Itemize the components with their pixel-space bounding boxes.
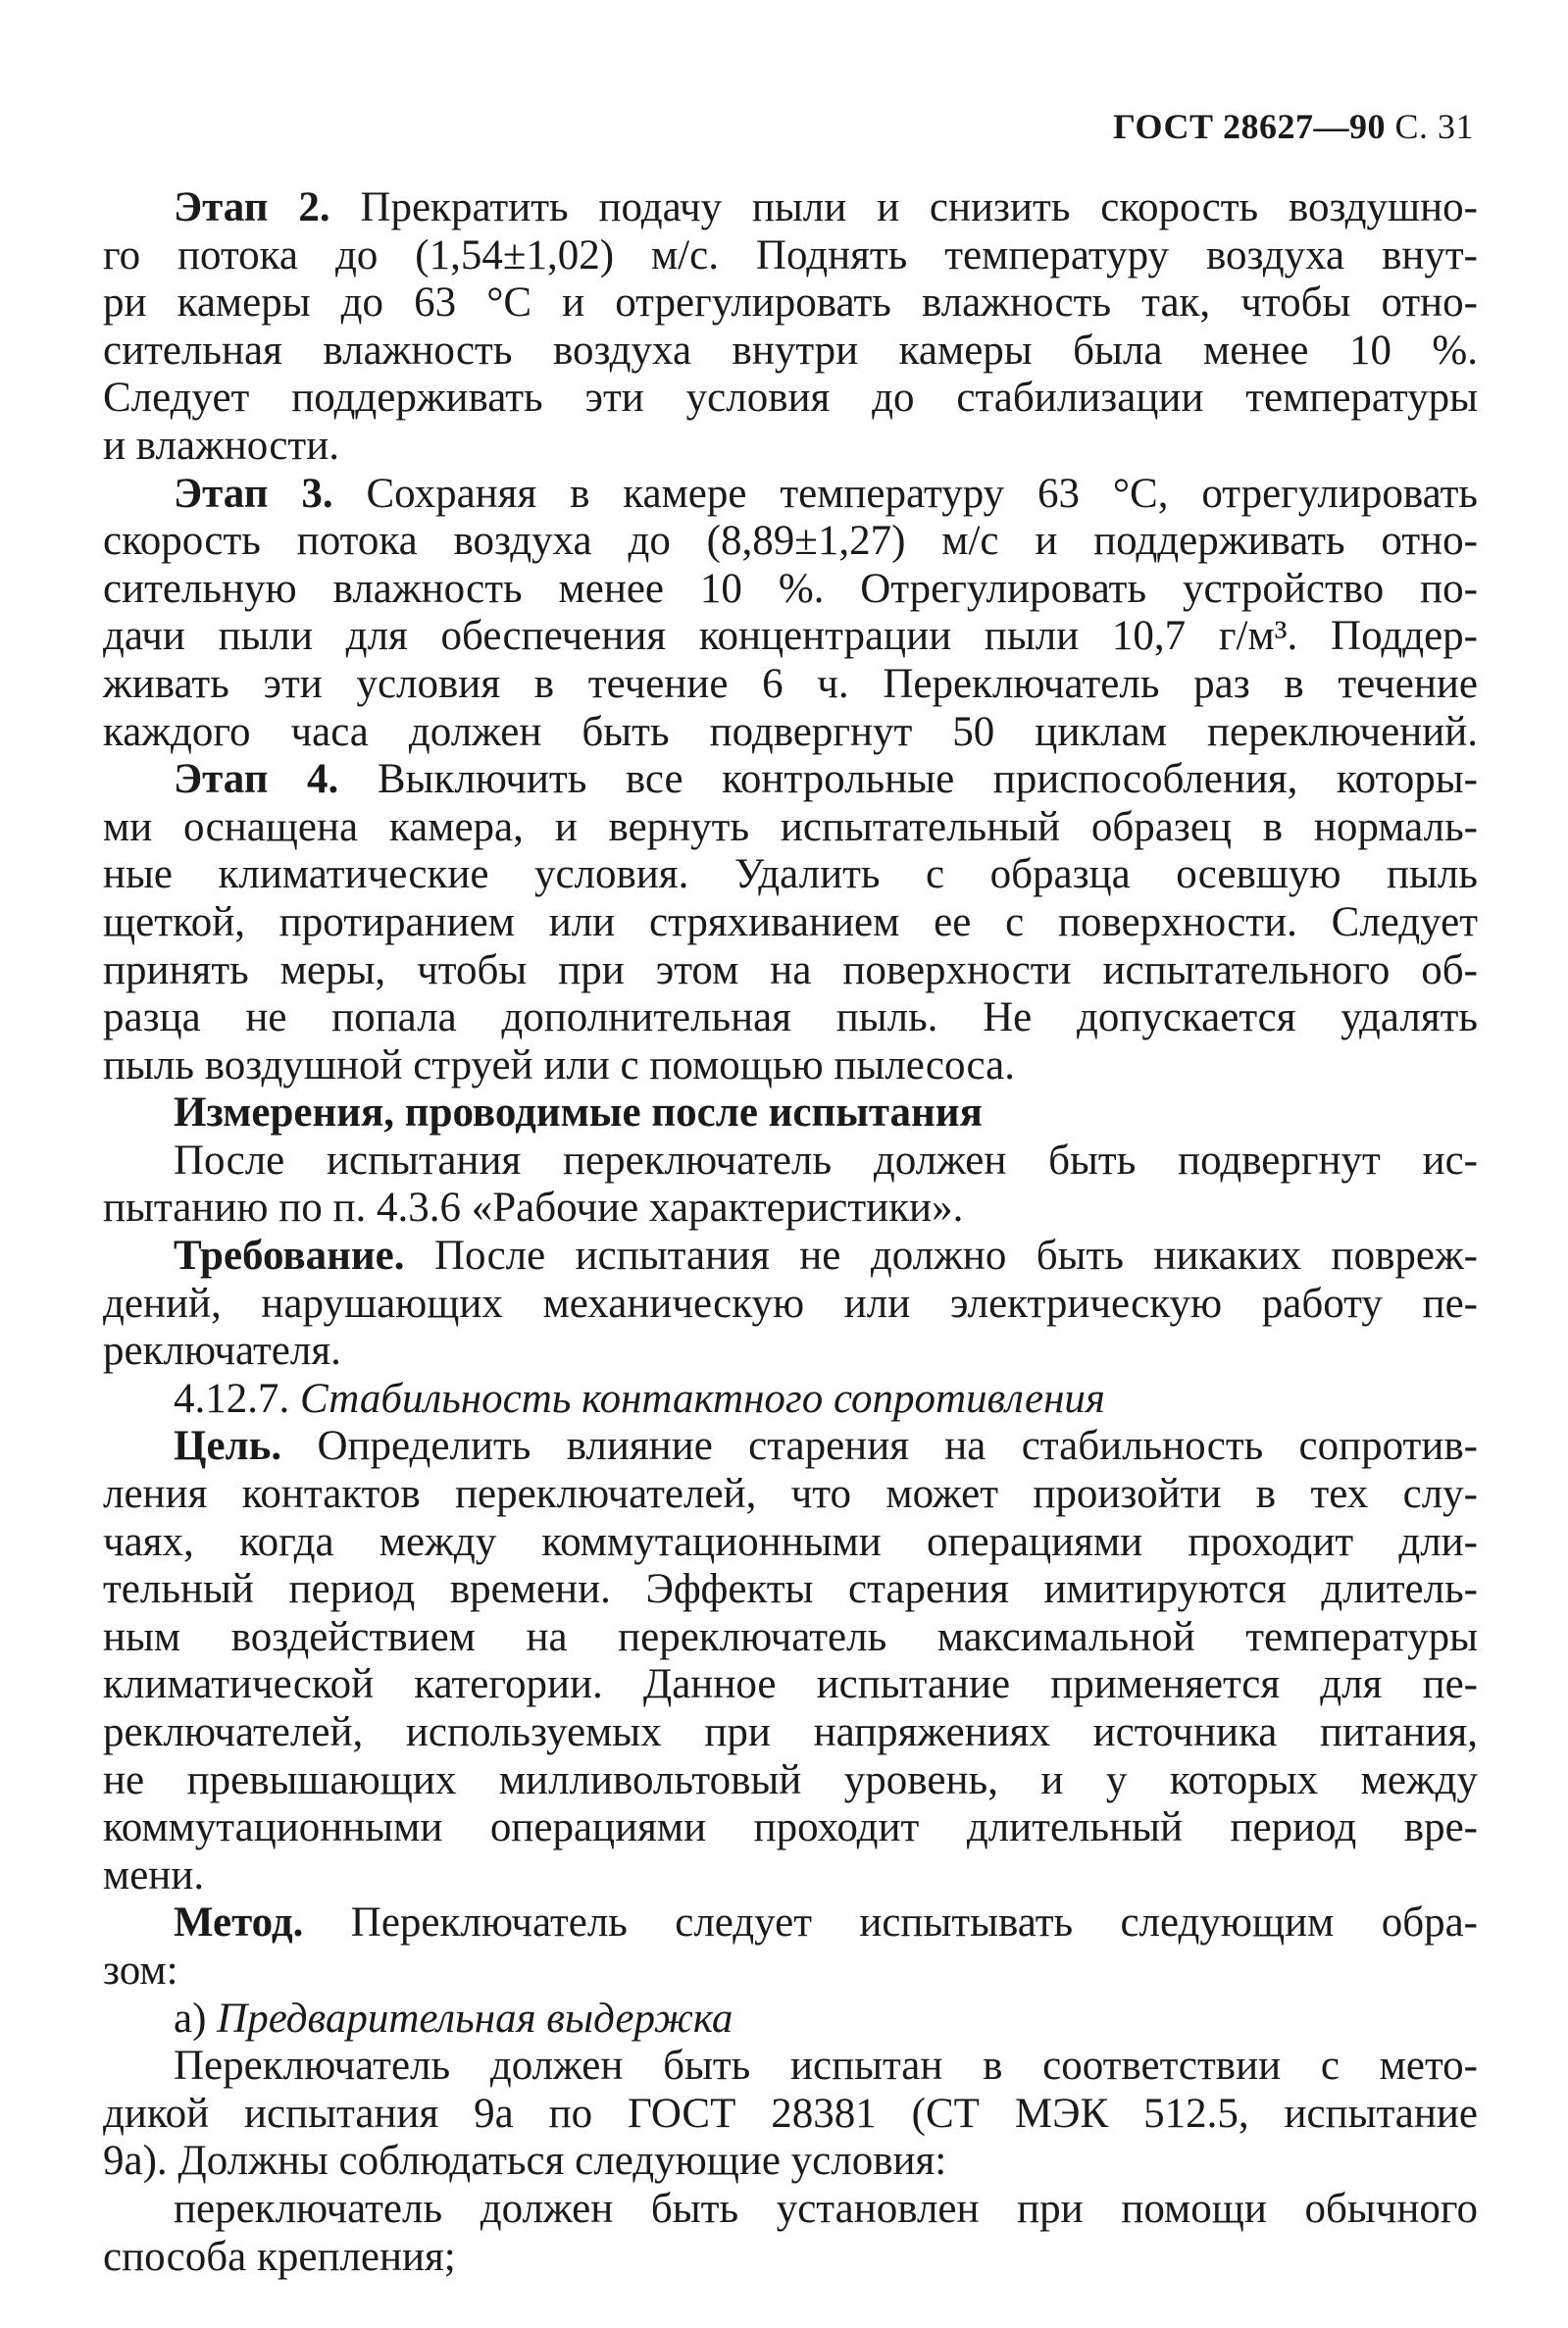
bold-lead: Этап 4. xyxy=(174,756,339,803)
text-line xyxy=(103,328,1478,376)
text-line xyxy=(103,709,1478,757)
line-text: ные климатические условия. Удалить с образца осевшую пыль xyxy=(103,851,1478,898)
text-line xyxy=(103,1328,1478,1376)
line-text: не превышающих милливольтовый уровень, и у которых между xyxy=(103,1756,1478,1803)
line-text: ри камеры до 63 °С и отрегулировать влажность так, чтобы отно- xyxy=(103,279,1478,327)
text-line xyxy=(103,566,1478,614)
text-line xyxy=(103,1233,1478,1281)
line-text: и влажности. xyxy=(103,422,339,469)
clause-number: 4.12.7. xyxy=(174,1375,300,1422)
line-text: сительную влажность менее 10 %. Отрегулировать устройство по- xyxy=(103,565,1478,612)
line-text: тельный период времени. Эффекты старения имитируются длитель- xyxy=(103,1566,1478,1613)
text-line xyxy=(103,899,1478,947)
bold-lead: Этап 2. xyxy=(174,184,330,230)
line-text: разца не попала дополнительная пыль. Не допускается удалять xyxy=(103,994,1478,1041)
line-text: пыль воздушной струей или с помощью пылесоса. xyxy=(103,1041,1016,1088)
line-text: принять меры, чтобы при этом на поверхности испытательного об- xyxy=(103,946,1478,993)
bold-lead: Метод. xyxy=(174,1899,304,1947)
line-text: пытанию по п. 4.3.6 «Рабочие характеристики». xyxy=(103,1185,964,1232)
section-heading: Измерения, проводимые после испытания xyxy=(174,1089,983,1137)
text-line xyxy=(103,1138,1478,1186)
line-text: Сохраняя в камере температуру 63 °С, отрегулировать xyxy=(332,470,1478,517)
line-text: После испытания переключатель должен быть подвергнут ис- xyxy=(174,1137,1478,1184)
text-line xyxy=(103,1519,1478,1567)
text-line xyxy=(103,2234,1478,2282)
text-line xyxy=(103,471,1478,519)
line-text: Переключатель следует испытывать следующим обра- xyxy=(303,1899,1478,1947)
text-line xyxy=(103,613,1478,661)
line-text: живать эти условия в течение 6 ч. Переключатель раз в течение xyxy=(103,660,1478,707)
text-line xyxy=(103,804,1478,852)
page-header xyxy=(1113,106,1474,147)
line-text: Выключить все контрольные приспособления, которы- xyxy=(338,756,1478,803)
line-text: переключатель должен быть установлен при помощи обычного xyxy=(174,2185,1478,2232)
text-line xyxy=(103,1376,1478,1424)
bold-lead: Требование. xyxy=(174,1233,405,1280)
text-line xyxy=(103,1471,1478,1519)
text-line xyxy=(103,1661,1478,1709)
line-text: го потока до (1,54±1,02) м/с. Поднять температуру воздуха внут- xyxy=(103,231,1478,278)
line-text: дикой испытания 9а по ГОСТ 28381 (СТ МЭК 512.5, испытание xyxy=(103,2090,1478,2137)
line-text: ным воздействием на переключатель максимальной температуры xyxy=(103,1613,1478,1660)
page-number: С. 31 xyxy=(1394,107,1474,146)
text-line xyxy=(103,1566,1478,1614)
line-text: Прекратить подачу пыли и снизить скорость воздушно- xyxy=(329,184,1478,230)
line-text: реключателя. xyxy=(103,1328,341,1375)
line-text: реключателей, используемых при напряжениях источника питания, xyxy=(103,1709,1478,1755)
text-line xyxy=(103,2091,1478,2139)
line-text: зом: xyxy=(103,1947,178,1994)
clause-title: Стабильность контактного сопротивления xyxy=(300,1375,1105,1422)
text-line xyxy=(103,1089,1478,1138)
text-line xyxy=(103,1185,1478,1233)
text-line xyxy=(103,1042,1478,1090)
line-text: коммутационными операциями проходит длительный период вре- xyxy=(103,1804,1478,1851)
text-line xyxy=(103,756,1478,804)
text-line xyxy=(103,947,1478,995)
text-line xyxy=(103,375,1478,423)
line-text: ления контактов переключателей, что может произойти в тех слу- xyxy=(103,1471,1478,1518)
text-line xyxy=(103,1852,1478,1900)
text-line xyxy=(103,1899,1478,1948)
line-text: дений, нарушающих механическую или электрическую работу пе- xyxy=(103,1280,1478,1327)
text-line xyxy=(103,1757,1478,1805)
text-line xyxy=(103,1804,1478,1852)
text-line xyxy=(103,2043,1478,2091)
line-text: Следует поддерживать эти условия до стабилизации температуры xyxy=(103,375,1478,422)
line-text: Переключатель должен быть испытан в соответствии с мето- xyxy=(174,2043,1478,2090)
bold-lead: Цель. xyxy=(174,1423,282,1470)
line-text: каждого часа должен быть подвергнут 50 циклам переключений. xyxy=(103,708,1478,755)
line-text: дачи пыли для обеспечения концентрации пыли 10,7 г/м³. Поддер- xyxy=(103,613,1478,660)
text-line xyxy=(103,1281,1478,1329)
text-line xyxy=(103,1614,1478,1662)
line-text: Определить влияние старения на стабильность сопротив- xyxy=(281,1423,1478,1470)
line-text: климатической категории. Данное испытание применяется для пе- xyxy=(103,1661,1478,1708)
text-line xyxy=(103,1709,1478,1757)
line-text: ми оснащена камера, и вернуть испытательный образец в нормаль- xyxy=(103,803,1478,850)
doc-number: ГОСТ 28627—90 xyxy=(1113,107,1386,146)
text-line xyxy=(103,994,1478,1042)
bold-lead: Этап 3. xyxy=(174,470,333,517)
text-line xyxy=(103,1423,1478,1471)
line-text: 9а). Должны соблюдаться следующие условия: xyxy=(103,2138,947,2185)
clause-number: а) xyxy=(174,1995,218,2042)
text-line xyxy=(103,1948,1478,1996)
text-line xyxy=(103,661,1478,709)
text-line xyxy=(103,184,1478,232)
text-line xyxy=(103,423,1478,471)
text-line xyxy=(103,2186,1478,2234)
clause-title: Предварительная выдержка xyxy=(217,1995,733,2042)
line-text: скорость потока воздуха до (8,89±1,27) м/с и поддерживать отно- xyxy=(103,518,1478,565)
line-text: чаях, когда между коммутационными операциями проходит дли- xyxy=(103,1518,1478,1565)
line-text: сительная влажность воздуха внутри камеры была менее 10 %. xyxy=(103,327,1478,374)
text-line xyxy=(103,2138,1478,2186)
text-line xyxy=(103,1996,1478,2044)
text-line xyxy=(103,851,1478,899)
text-line xyxy=(103,518,1478,566)
line-text: щеткой, протиранием или стряхиванием ее с поверхности. Следует xyxy=(103,898,1478,945)
text-line xyxy=(103,279,1478,328)
line-text: мени. xyxy=(103,1851,205,1898)
text-line xyxy=(103,232,1478,280)
line-text: способа крепления; xyxy=(103,2233,456,2280)
document-body xyxy=(103,184,1478,2281)
line-text: После испытания не должно быть никаких повреж- xyxy=(404,1233,1478,1280)
